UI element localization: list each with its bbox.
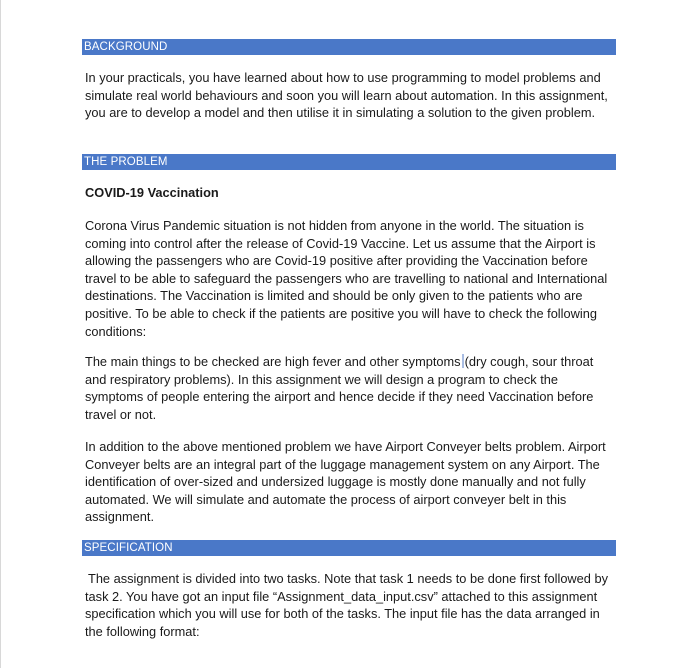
problem-paragraph-1: Corona Virus Pandemic situation is not hidden from anyone in the world. The situation is coming into control after the release of Covid-19 Vaccine. Let us assume that the Airport is allowing the passengers who are Covid-19 positive after providing the Vaccination before travel to be able to safeguard the passengers who are travelling to national and International destinations. The Vaccination is limited and should be only given to the patients who are positive. To be able to check if the patients are positive you will have to check the following conditions: bbox=[85, 218, 608, 339]
section-heading-specification: SPECIFICATION bbox=[82, 540, 616, 556]
text-cursor bbox=[462, 354, 464, 368]
section-heading-background: BACKGROUND bbox=[82, 39, 616, 55]
background-paragraph: In your practicals, you have learned about how to use programming to model problems and simulate real world behaviours and soon you will learn about automation. In this assignment, you are to develop a model and then utilise it in simulating a solution to the given problem. bbox=[85, 70, 608, 121]
problem-paragraph-2 bbox=[85, 353, 617, 423]
problem-paragraph-3: In addition to the above mentioned problem we have Airport Conveyer belts problem. Airport Conveyer belts are an integral part of the luggage management system on any Airport. The identification of over-sized and undersized luggage is mostly done manually and not fully automated. We will simulate and automate the process of airport conveyer belt in this assignment. bbox=[85, 439, 606, 525]
paragraph-2-text-start: The main things to be checked are high fever and other symptoms bbox=[85, 354, 461, 369]
page-edge bbox=[0, 0, 1, 668]
paragraph-2-text-end: (dry cough, sour throat and respiratory problems). In this assignment we will design a program to check the symptoms of people entering the airport and hence decide if they need Vaccination before travel or not. bbox=[85, 354, 594, 422]
problem-title: COVID-19 Vaccination bbox=[85, 185, 219, 200]
specification-paragraph: The assignment is divided into two tasks. Note that task 1 needs to be done first followed by task 2. You have got an input file “Assignment_data_input.csv” attached to this assignment specification which you will use for both of the tasks. The input file has the data arranged in the following format: bbox=[85, 571, 608, 639]
section-heading-problem: THE PROBLEM bbox=[82, 154, 616, 170]
